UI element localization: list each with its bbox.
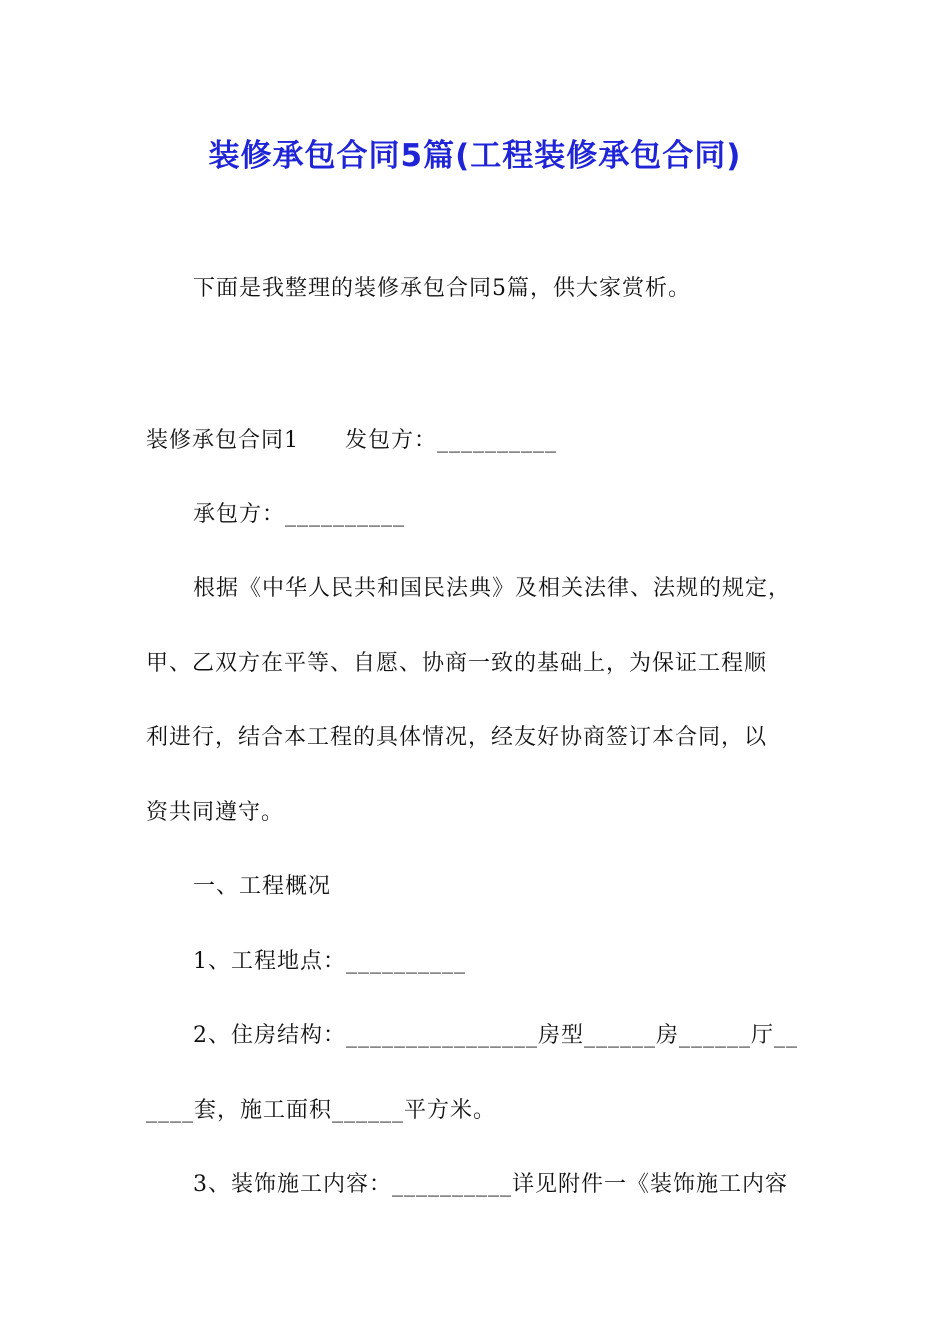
contract-heading-line — [146, 423, 557, 454]
document-title: 装修承包合同5篇(工程装修承包合同) — [208, 138, 742, 174]
item-line: 2、住房结构：________________房型______房______厅__ — [193, 1023, 798, 1048]
paragraph-line: 根据《中华人民共和国民法典》及相关法律、法规的规定， — [193, 576, 792, 601]
item-line: ____套，施工面积______平方米。 — [146, 1098, 497, 1123]
item-line: 1、工程地点：__________ — [193, 949, 466, 974]
paragraph-line: 利进行，结合本工程的具体情况，经友好协商签订本合同，以 — [146, 725, 768, 750]
intro-text: 下面是我整理的装修承包合同5篇，供大家赏析。 — [193, 276, 691, 301]
paragraph-line: 资共同遵守。 — [146, 800, 285, 825]
contract-heading: 装修承包合同1 — [146, 428, 299, 453]
paragraph-line: 甲、乙双方在平等、自愿、协商一致的基础上，为保证工程顺 — [146, 651, 768, 676]
section-heading: 一、工程概况 — [193, 874, 332, 899]
issuer-line: 发包方：__________ — [345, 428, 558, 453]
contractor-line: 承包方：__________ — [193, 502, 406, 527]
item-line: 3、装饰施工内容：__________详见附件一《装饰施工内容 — [193, 1172, 788, 1197]
